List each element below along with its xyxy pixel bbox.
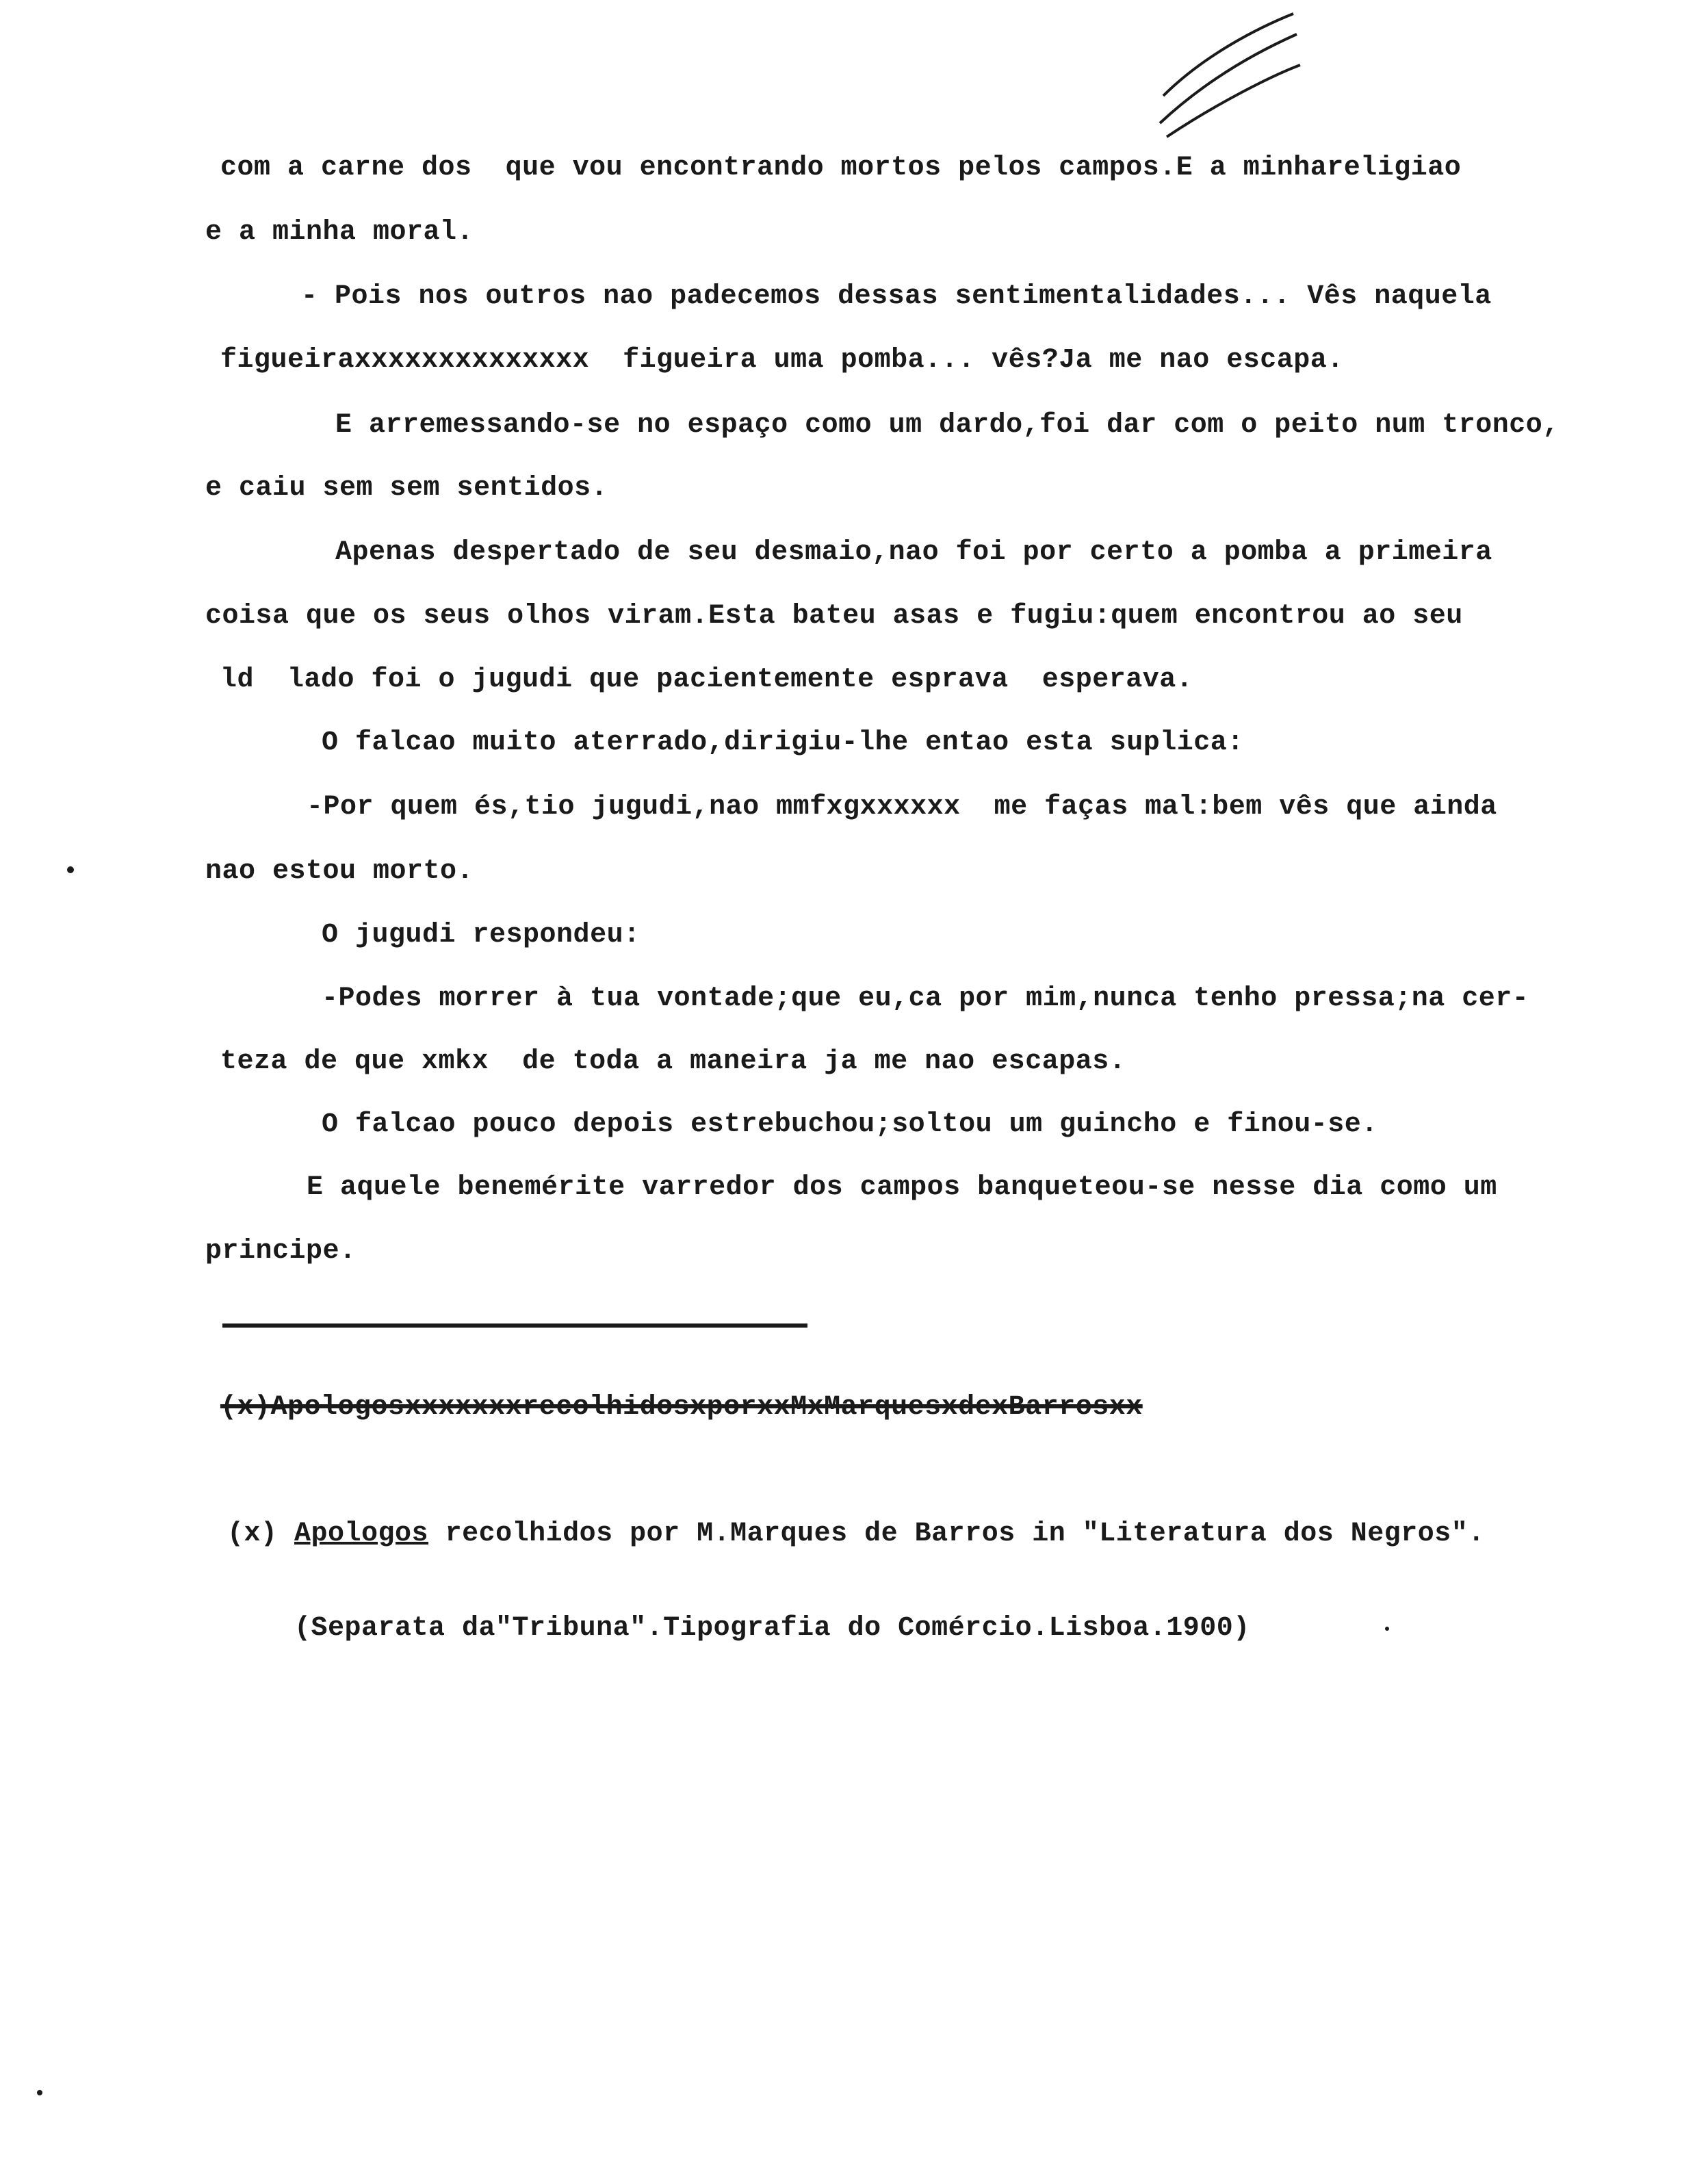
text-line: E aquele benemérite varredor dos campos banqueteou-se nesse dia como um bbox=[307, 1172, 1497, 1203]
text-line: nao estou morto. bbox=[205, 856, 474, 887]
pen-stroke bbox=[1160, 34, 1297, 123]
footnote-text: recolhidos por M.Marques de Barros in "Literatura dos Negros". bbox=[428, 1519, 1485, 1549]
text-line: ld lado foi o jugudi que pacientemente esprava esperava. bbox=[220, 664, 1193, 695]
text-line: com a carne dos que vou encontrando mortos pelos campos.E a minhareligiao bbox=[220, 153, 1462, 183]
text-line: coisa que os seus olhos viram.Esta bateu asas e fugiu:quem encontrou ao seu bbox=[205, 601, 1463, 632]
text-line: e a minha moral. bbox=[205, 217, 474, 248]
text-line: - Pois nos outros nao padecemos dessas sentimentalidades... Vês naquela bbox=[301, 281, 1492, 312]
text-line: E arremessando-se no espaço como um dardo,foi dar com o peito num tronco, bbox=[335, 410, 1560, 441]
text-line: -Por quem és,tio jugudi,nao mmfxgxxxxxx me faças mal:bem vês que ainda bbox=[307, 792, 1497, 823]
footnote-title: Apologos bbox=[294, 1519, 429, 1549]
footnote-divider bbox=[222, 1323, 807, 1328]
struck-out-line: (x)ApologosxxxxxxxrecolhidosxporxxMxMarquesxdexBarrosxx bbox=[220, 1392, 1143, 1423]
footnote-line bbox=[227, 1518, 1485, 1551]
speck bbox=[37, 2090, 42, 2095]
text-line: -Podes morrer à tua vontade;que eu,ca por mim,nunca tenho pressa;na cer- bbox=[322, 983, 1529, 1014]
speck bbox=[67, 866, 74, 873]
pen-stroke bbox=[1167, 65, 1300, 137]
pen-stroke bbox=[1163, 14, 1293, 96]
text-line: figueiraxxxxxxxxxxxxxx figueira uma pomba... vês?Ja me nao escapa. bbox=[220, 345, 1344, 376]
footnote-marker: (x) bbox=[227, 1519, 278, 1549]
text-line: principe. bbox=[205, 1236, 357, 1267]
text-line: O falcao muito aterrado,dirigiu-lhe entao esta suplica: bbox=[322, 727, 1244, 758]
text-line: O falcao pouco depois estrebuchou;soltou um guincho e finou-se. bbox=[322, 1109, 1378, 1140]
text-line: teza de que xmkx de toda a maneira ja me nao escapas. bbox=[220, 1046, 1126, 1077]
text-line: O jugudi respondeu: bbox=[322, 920, 640, 951]
footnote-source: (Separata da"Tribuna".Tipografia do Comércio.Lisboa.1900) bbox=[294, 1613, 1250, 1644]
speck bbox=[1385, 1627, 1389, 1631]
text-line: e caiu sem sem sentidos. bbox=[205, 473, 608, 504]
text-line: Apenas despertado de seu desmaio,nao foi por certo a pomba a primeira bbox=[335, 537, 1492, 568]
